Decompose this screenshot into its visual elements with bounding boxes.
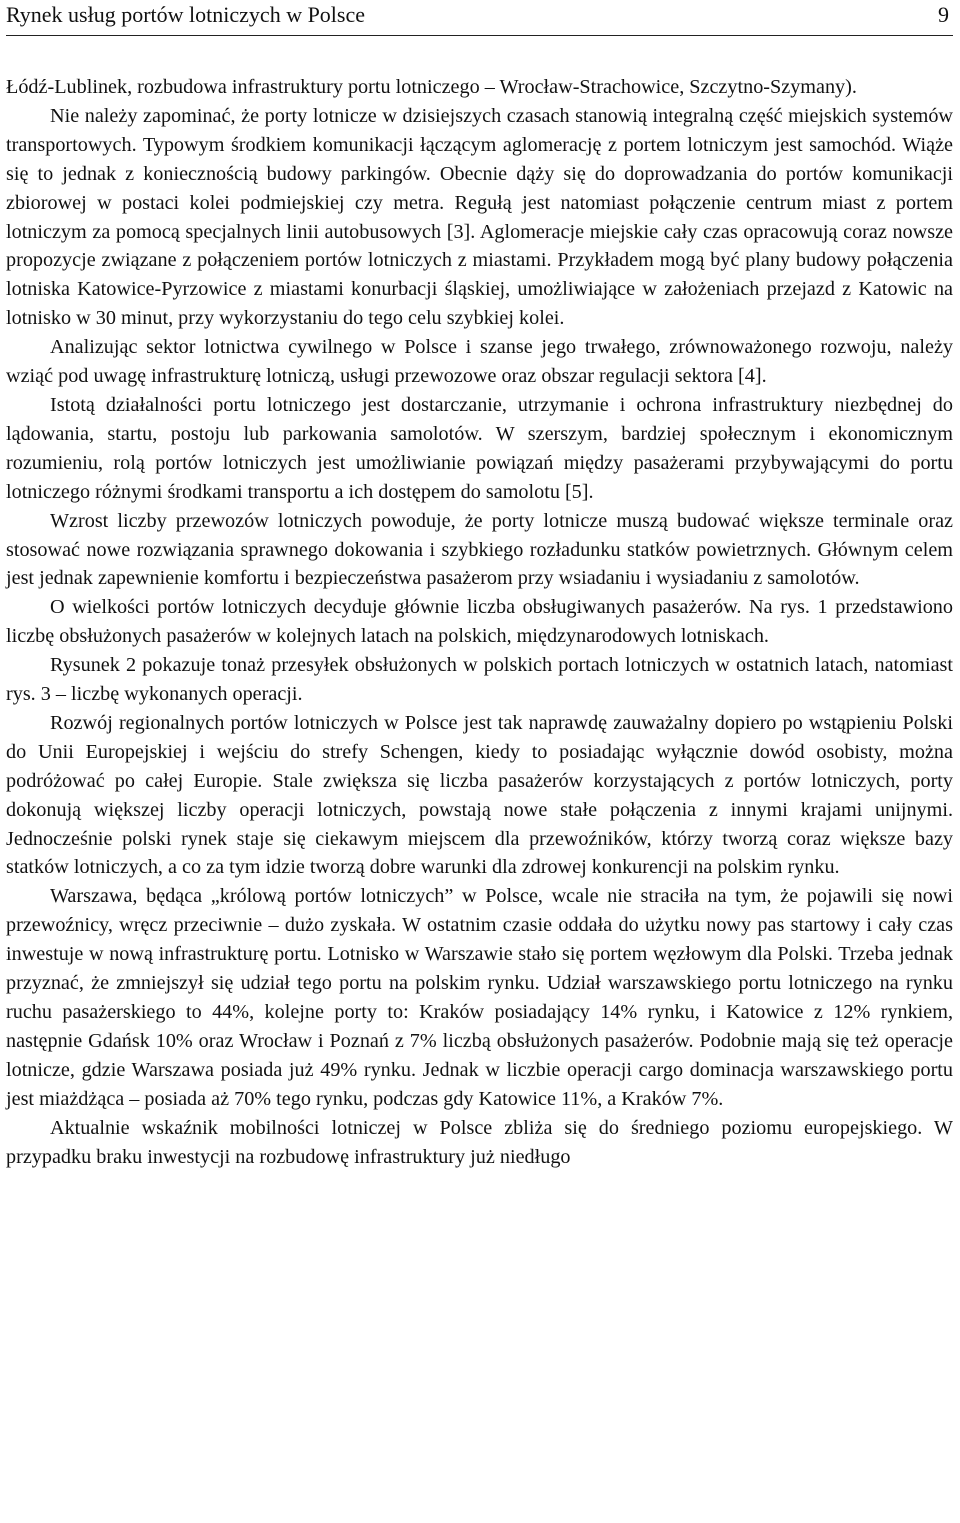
- body-text: [6, 73, 953, 1171]
- document-page: [6, 0, 953, 1171]
- running-header: [6, 0, 953, 36]
- page-number: 9: [938, 2, 949, 27]
- paragraph: Rysunek 2 pokazuje tonaż przesyłek obsłużonych w polskich portach lotniczych w ostatnich latach, natomiast rys. 3 – liczbę wykonanych operacji.: [6, 654, 953, 706]
- paragraph: Analizując sektor lotnictwa cywilnego w Polsce i szanse jego trwałego, zrównoważonego rozwoju, należy wziąć pod uwagę infrastrukturę lotniczą, usługi przewozowe oraz obszar regulacji sektora [4].: [6, 336, 953, 388]
- paragraph: Wzrost liczby przewozów lotniczych powoduje, że porty lotnicze muszą budować większe terminale oraz stosować nowe rozwiązania sprawnego dokowania i szybkiego rozładunku statków powietrznych. Głównym celem jest jednak zapewnienie komfortu i bezpieczeństwa pasażerom przy wsiadaniu i wysiadaniu z samolotów.: [6, 509, 953, 590]
- running-header-title: Rynek usług portów lotniczych w Polsce: [6, 2, 366, 27]
- paragraph: Nie należy zapominać, że porty lotnicze w dzisiejszych czasach stanowią integralną część miejskich systemów transportowych. Typowym środkiem komunikacji łączącym aglomerację z portem lotniczym jest samochód. Wiąże się to jednak z koniecznością budowy parkingów. Obecnie dąży się do doprowadzania do portów komunikacji zbiorowej w postaci kolei podmiejskiej czy metra. Regułą jest natomiast połączenie centrum miast z portem lotniczym za pomocą specjalnych linii autobusowych [3]. Aglomeracje miejskie cały czas opracowują coraz nowsze propozycje związane z połączeniem portów lotniczych z miastami. Przykładem mogą być plany budowy połączenia lotniska Katowice-Pyrzowice z miastami konurbacji śląskiej, umożliwiające w założeniach przejazd z Katowic na lotnisko w 30 minut, przy wykorzystaniu do tego celu szybkiej kolei.: [6, 104, 953, 330]
- paragraph: Aktualnie wskaźnik mobilności lotniczej w Polsce zbliża się do średniego poziomu europejskiego. W przypadku braku inwestycji na rozbudowę infrastruktury już niedługo: [6, 1116, 953, 1168]
- paragraph: Rozwój regionalnych portów lotniczych w Polsce jest tak naprawdę zauważalny dopiero po wstąpieniu Polski do Unii Europejskiej i wejściu do strefy Schengen, kiedy to posiadając wyłącznie dowód osobisty, można podróżować po całej Europie. Stale zwiększa się liczba pasażerów korzystających z portów lotniczych, porty dokonują większej liczby operacji lotniczych, powstają nowe stałe połączenia z innymi krajami unijnymi. Jednocześnie polski rynek staje się ciekawym miejscem dla przewoźników, którzy tworzą coraz większe bazy statków lotniczych, a co za tym idzie tworzą dobre warunki dla zdrowej konkurencji na polskim rynku.: [6, 711, 953, 879]
- paragraph-continued: Łódź-Lublinek, rozbudowa infrastruktury portu lotniczego – Wrocław-Strachowice, Szczytno-Szymany).: [6, 76, 857, 98]
- paragraph: Istotą działalności portu lotniczego jest dostarczanie, utrzymanie i ochrona infrastruktury niezbędnej do lądowania, startu, postoju lub parkowania samolotów. W szerszym, bardziej społecznym i ekonomicznym rozumieniu, rolą portów lotniczych jest umożliwianie powiązań między pasażerami przybywającymi do portu lotniczego różnymi środkami transportu a ich dostępem do samolotu [5].: [6, 393, 953, 503]
- paragraph: Warszawa, będąca „królową portów lotniczych” w Polsce, wcale nie straciła na tym, że pojawili się nowi przewoźnicy, wręcz przeciwnie – dużo zyskała. W ostatnim czasie oddała do użytku nowy pas startowy i cały czas inwestuje w nową infrastrukturę portu. Lotnisko w Warszawie stało się portem węzłowym dla Polski. Trzeba jednak przyznać, że zmniejszył się udział tego portu na polskim rynku. Udział warszawskiego portu lotniczego na rynku ruchu pasażerskiego to 44%, kolejne porty to: Kraków posiadający 14% rynku, i Katowice z 12% rynkiem, następnie Gdańsk 10% oraz Wrocław i Poznań z 7% liczbą obsłużonych pasażerów. Podobnie mają się też operacje lotnicze, gdzie Warszawa posiada już 49% rynku. Jednak w liczbie operacji cargo dominacja warszawskiego portu jest miażdżąca – posiada aż 70% tego rynku, podczas gdy Katowice 11%, a Kraków 7%.: [6, 885, 953, 1110]
- paragraph: O wielkości portów lotniczych decyduje głównie liczba obsługiwanych pasażerów. Na rys. 1 przedstawiono liczbę obsłużonych pasażerów w kolejnych latach na polskich, międzynarodowych lotniskach.: [6, 596, 953, 648]
